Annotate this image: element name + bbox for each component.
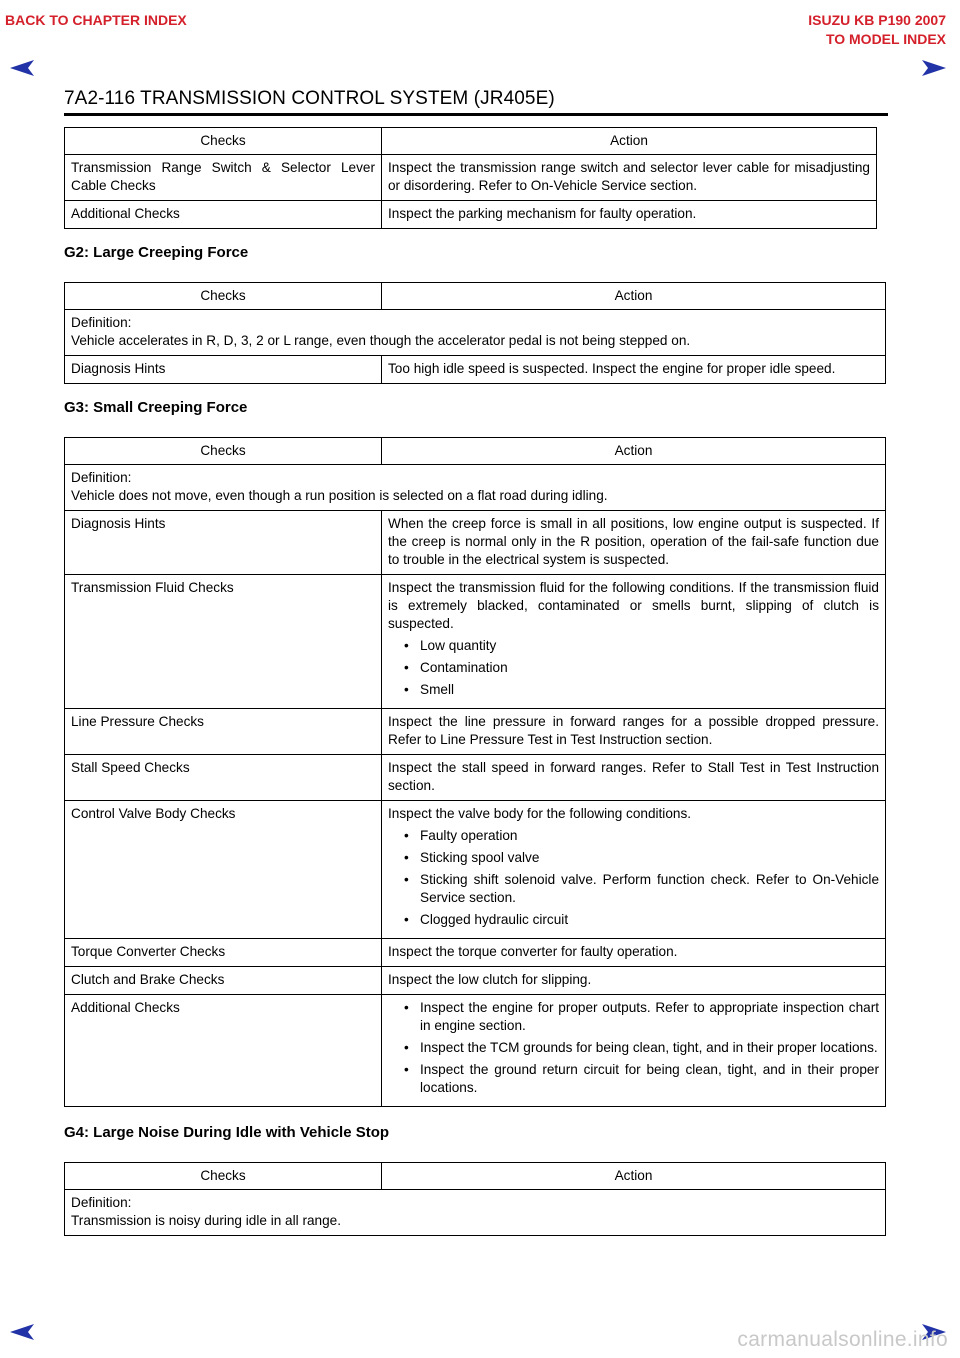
- definition-row: [65, 1190, 886, 1236]
- table-row: [65, 995, 886, 1107]
- page-header: 7A2-116 TRANSMISSION CONTROL SYSTEM (JR405E): [64, 88, 555, 109]
- condition-list: [388, 827, 879, 929]
- table-row: [65, 801, 886, 939]
- list-item: • Sticking spool valve: [388, 849, 879, 867]
- action-cell: Too high idle speed is suspected. Inspect the engine for proper idle speed.: [382, 356, 886, 384]
- check-cell: Transmission Fluid Checks: [65, 575, 382, 709]
- definition-row: [65, 310, 886, 356]
- header-rule: [64, 113, 888, 116]
- definition-cell: [65, 310, 886, 356]
- action-cell: Inspect the torque converter for faulty operation.: [382, 939, 886, 967]
- section-heading-g2: G2: Large Creeping Force: [64, 244, 249, 261]
- g3-table: [64, 437, 886, 1107]
- definition-cell: [65, 1190, 886, 1236]
- definition-text: Vehicle accelerates in R, D, 3, 2 or L range, even though the accelerator pedal is not being stepped on.: [71, 333, 691, 348]
- definition-row: [65, 465, 886, 511]
- list-item: • Inspect the ground return circuit for being clean, tight, and in their proper locations.: [388, 1061, 879, 1097]
- action-cell: [382, 995, 886, 1107]
- check-cell: Stall Speed Checks: [65, 755, 382, 801]
- condition-list: [388, 999, 879, 1097]
- definition-label: Definition:: [71, 1195, 132, 1210]
- table-row: [65, 155, 877, 201]
- table-row: [65, 575, 886, 709]
- g4-table: [64, 1162, 886, 1236]
- action-cell: When the creep force is small in all positions, low engine output is suspected. If the creep is normal only in the R position, operation of the fail-safe function due to trouble in the electrical system is suspected.: [382, 511, 886, 575]
- definition-text: Vehicle does not move, even though a run position is selected on a flat road during idling.: [71, 488, 608, 503]
- list-item: • Low quantity: [388, 637, 879, 655]
- action-text: Inspect the valve body for the following conditions.: [388, 806, 692, 821]
- condition-list: [388, 637, 879, 699]
- column-header-checks: Checks: [65, 438, 382, 465]
- list-item: • Clogged hydraulic circuit: [388, 911, 879, 929]
- definition-label: Definition:: [71, 315, 132, 330]
- check-cell: Additional Checks: [65, 995, 382, 1107]
- action-cell: Inspect the stall speed in forward ranges. Refer to Stall Test in Test Instruction section.: [382, 755, 886, 801]
- action-cell: [382, 801, 886, 939]
- table-row: [65, 967, 886, 995]
- check-cell: Diagnosis Hints: [65, 511, 382, 575]
- check-cell: Diagnosis Hints: [65, 356, 382, 384]
- list-item: • Sticking shift solenoid valve. Perform function check. Refer to On-Vehicle Service section.: [388, 871, 879, 907]
- definition-text: Transmission is noisy during idle in all range.: [71, 1213, 341, 1228]
- prev-page-arrow-icon[interactable]: [8, 58, 36, 78]
- action-cell: [382, 575, 886, 709]
- check-cell: Torque Converter Checks: [65, 939, 382, 967]
- check-cell: Line Pressure Checks: [65, 709, 382, 755]
- list-item: • Faulty operation: [388, 827, 879, 845]
- column-header-action: Action: [382, 438, 886, 465]
- next-page-arrow-icon[interactable]: [920, 58, 948, 78]
- section-heading-g4: G4: Large Noise During Idle with Vehicle Stop: [64, 1124, 390, 1141]
- table-row: [65, 939, 886, 967]
- definition-label: Definition:: [71, 470, 132, 485]
- list-item: • Inspect the TCM grounds for being clean, tight, and in their proper locations.: [388, 1039, 879, 1057]
- continued-checks-table: [64, 127, 877, 229]
- back-to-chapter-index-link[interactable]: BACK TO CHAPTER INDEX: [5, 12, 187, 28]
- watermark: carmanualsonline.info: [737, 1328, 948, 1351]
- action-cell: Inspect the transmission range switch and selector lever cable for misadjusting or disordering. Refer to On-Vehicle Service section.: [382, 155, 877, 201]
- section-heading-g3: G3: Small Creeping Force: [64, 399, 248, 416]
- action-cell: Inspect the low clutch for slipping.: [382, 967, 886, 995]
- table-row: [65, 511, 886, 575]
- to-model-index-link[interactable]: TO MODEL INDEX: [825, 31, 946, 47]
- list-item: • Smell: [388, 681, 879, 699]
- check-cell: Additional Checks: [65, 201, 382, 229]
- column-header-action: Action: [382, 128, 877, 155]
- prev-page-arrow-icon[interactable]: [8, 1322, 36, 1342]
- column-header-checks: Checks: [65, 128, 382, 155]
- action-text: Inspect the transmission fluid for the following conditions. If the transmission fluid is extremely blacked, contaminated or smells burnt, slipping of clutch is suspected.: [388, 580, 879, 631]
- action-cell: Inspect the parking mechanism for faulty operation.: [382, 201, 877, 229]
- column-header-action: Action: [382, 283, 886, 310]
- check-cell: Transmission Range Switch & Selector Lever Cable Checks: [65, 155, 382, 201]
- table-row: [65, 709, 886, 755]
- action-cell: Inspect the line pressure in forward ranges for a possible dropped pressure. Refer to Line Pressure Test in Test Instruction section.: [382, 709, 886, 755]
- column-header-action: Action: [382, 1163, 886, 1190]
- table-row: [65, 755, 886, 801]
- table-row: [65, 201, 877, 229]
- column-header-checks: Checks: [65, 1163, 382, 1190]
- table-row: [65, 356, 886, 384]
- definition-cell: [65, 465, 886, 511]
- check-cell: Control Valve Body Checks: [65, 801, 382, 939]
- check-cell: Clutch and Brake Checks: [65, 967, 382, 995]
- list-item: • Inspect the engine for proper outputs. Refer to appropriate inspection chart in engine section.: [388, 999, 879, 1035]
- column-header-checks: Checks: [65, 283, 382, 310]
- g2-table: [64, 282, 886, 384]
- model-title: ISUZU KB P190 2007: [808, 12, 946, 28]
- list-item: • Contamination: [388, 659, 879, 677]
